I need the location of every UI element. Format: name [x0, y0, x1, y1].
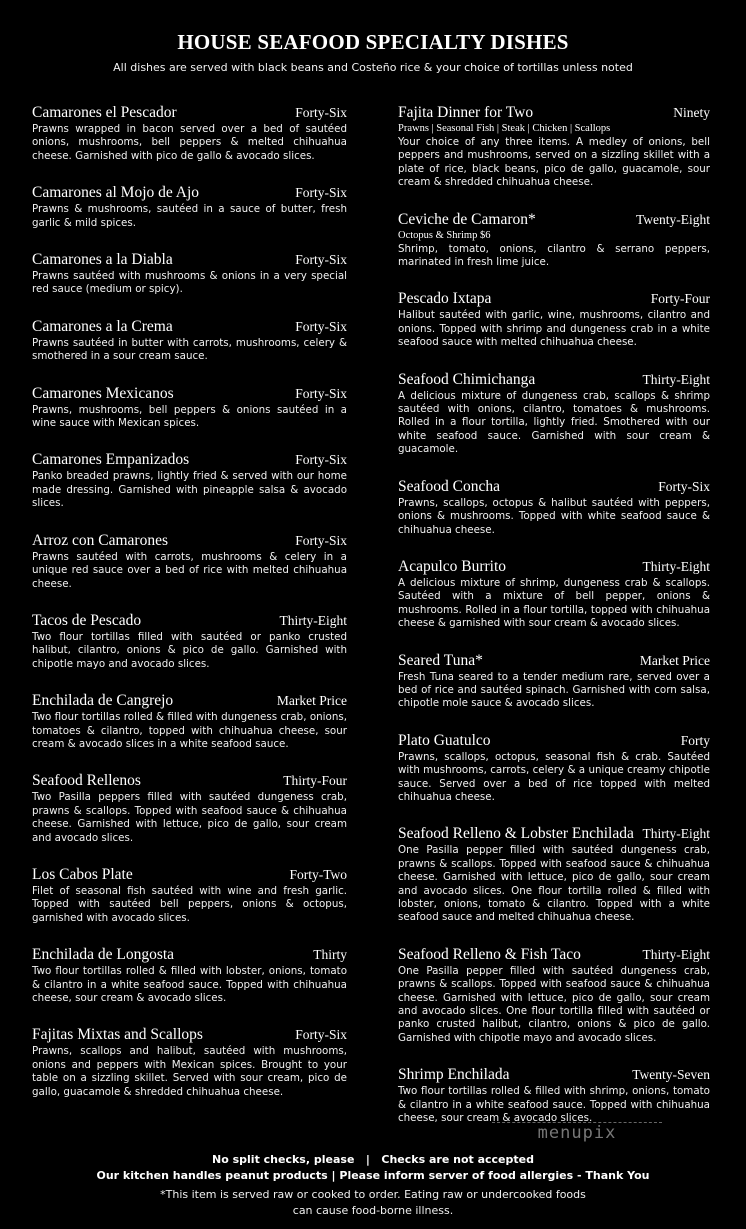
menu-item	[398, 652, 710, 711]
dish-name: Seafood Chimichanga	[398, 370, 536, 388]
dish-price: Forty-Six	[658, 478, 710, 494]
dish-description: Prawns sautéed in butter with carrots, mushrooms, celery & smothered in a sour cream sauce.	[32, 336, 347, 363]
menu-item	[398, 825, 710, 924]
dish-name: Arroz con Camarones	[32, 531, 169, 549]
dish-name: Seared Tuna*	[398, 651, 483, 669]
menu-item-header	[32, 946, 347, 964]
dish-name: Camarones Mexicanos	[32, 384, 174, 402]
menu-item	[398, 1066, 710, 1125]
dish-description: Halibut sautéed with garlic, wine, mushrooms, cilantro and onions. Topped with shrimp and dungeness crab in a white seafood sauce with melted chihuahua cheese.	[398, 309, 710, 349]
menu-item-header	[32, 451, 347, 469]
dish-price: Twenty-Seven	[632, 1067, 710, 1083]
menu-item	[398, 104, 710, 190]
menu-item	[32, 866, 347, 925]
allergy-notice: Our kitchen handles peanut products | Please inform server of food allergies - Thank You	[96, 1169, 650, 1182]
menu-item-header	[32, 104, 347, 122]
dish-price: Market Price	[276, 693, 347, 709]
dish-name: Camarones Empanizados	[32, 451, 190, 469]
dish-description: One Pasilla pepper filled with sautéed dungeness crab, prawns & scallops. Topped with seafood sauce & chihuahua cheese. Garnished with lettuce, pico de gallo, sour cream and avocado slices. One flour tortilla filled with sautéed or panko crusted halibut, cilantro, onions & pico de gallo. Garnished with chipotle mayo and avocado slices.	[398, 964, 710, 1044]
dish-price: Forty-Six	[295, 532, 347, 548]
menupix-watermark	[492, 1122, 662, 1143]
dish-price: Forty	[680, 732, 710, 748]
dish-price: Thirty	[313, 947, 347, 963]
dish-price: Forty-Four	[650, 291, 710, 307]
menu-header	[0, 30, 746, 74]
dish-price: Market Price	[639, 652, 710, 668]
dish-description: Two Pasilla peppers filled with sautéed dungeness crab, prawns & scallops. Topped with seafood sauce & chihuahua cheese. Garnished with lettuce, pico de gallo, sour cream and avocado slices.	[32, 791, 347, 844]
menu-item	[32, 772, 347, 845]
dish-name: Shrimp Enchilada	[398, 1066, 510, 1084]
dish-price: Ninety	[673, 105, 710, 120]
dish-price: Thirty-Eight	[642, 558, 710, 574]
dish-price: Thirty-Eight	[279, 612, 347, 628]
dish-description: Two flour tortillas rolled & filled with shrimp, onions, tomato & cilantro in a white seafood sauce. Topped with chihuahua cheese, sour cream & avocado slices.	[398, 1085, 710, 1125]
dish-name: Enchilada de Longosta	[32, 946, 175, 964]
dish-description: Prawns, scallops and halibut, sautéed with mushrooms, onions and peppers with Mexican spices. Brought to your table on a sizzling skillet. Served with sour cream, pico de gallo, guacamole & shredded chihuahua cheese.	[32, 1045, 347, 1098]
dish-price: Forty-Six	[295, 1027, 347, 1043]
dish-price: Forty-Six	[295, 185, 347, 201]
menu-item-header	[32, 1026, 347, 1044]
menu-item	[32, 451, 347, 510]
menu-item-header	[398, 211, 710, 229]
menu-item	[398, 732, 710, 805]
menu-item	[32, 104, 347, 163]
dish-description: Panko breaded prawns, lightly fried & served with our home made dressing. Garnished with pineapple salsa & avocado slices.	[32, 470, 347, 510]
menu-footer	[0, 1152, 746, 1219]
dish-name: Seafood Concha	[398, 477, 501, 495]
watermark-text: menupix	[537, 1123, 617, 1143]
menu-item-header	[398, 290, 710, 308]
dish-price: Thirty-Eight	[642, 946, 710, 962]
dish-name: Seafood Rellenos	[32, 772, 141, 790]
dish-price: Forty-Six	[295, 385, 347, 401]
right-dish-column	[398, 104, 710, 1146]
dish-price: Thirty-Eight	[642, 371, 710, 387]
dish-name: Los Cabos Plate	[32, 865, 133, 883]
menu-item-header	[398, 478, 710, 496]
dish-name: Camarones el Pescador	[32, 104, 177, 121]
dish-name: Enchilada de Cangrejo	[32, 692, 174, 710]
menu-item-header	[398, 946, 710, 964]
dish-description: A delicious mixture of shrimp, dungeness crab & scallops. Sautéed with a mixture of bell pepper, onions & mushrooms. Rolled in a flour tortilla, topped with chihuahua cheese & garnished with sour cream & avocado slices.	[398, 576, 710, 630]
raw-food-warning-line1: *This item is served raw or cooked to order. Eating raw or undercooked foods	[160, 1188, 586, 1201]
dish-price: Thirty-Four	[283, 773, 347, 789]
dish-description: Fresh Tuna seared to a tender medium rare, served over a bed of rice and sautéed spinach. Garnished with corn salsa, chipotle mole sauce & avocado slices.	[398, 670, 710, 710]
menu-item-header	[32, 251, 347, 269]
menu-item-header	[32, 385, 347, 403]
dish-name: Fajita Dinner for Two	[398, 104, 534, 121]
menu-title: HOUSE SEAFOOD SPECIALTY DISHES	[177, 30, 569, 54]
menu-item-header	[32, 318, 347, 336]
dish-name: Acapulco Burrito	[398, 557, 507, 575]
dish-name: Plato Guatulco	[398, 731, 491, 749]
menu-item-header	[398, 825, 710, 843]
dish-price: Thirty-Eight	[642, 826, 710, 842]
payment-policy: No split checks, please | Checks are not accepted	[212, 1153, 534, 1166]
menu-item	[398, 558, 710, 631]
menu-item-header	[398, 104, 710, 122]
menu-item	[32, 251, 347, 297]
dish-description: Prawns, scallops, octopus, seasonal fish & crab. Sautéed with mushrooms, carrots, celery & a unique creamy chipotle sauce. Served over a bed of rice topped with melted chihuahua cheese.	[398, 750, 710, 803]
menu-item-header	[398, 371, 710, 389]
dish-name: Pescado Ixtapa	[398, 290, 492, 308]
menu-item	[32, 385, 347, 431]
menu-item-header	[398, 732, 710, 750]
menu-item-header	[32, 184, 347, 202]
menu-item	[398, 371, 710, 457]
dish-description: A delicious mixture of dungeness crab, scallops & shrimp sautéed with onions, cilantro, tomatoes & mushrooms. Rolled in a flour tortilla, lightly fried. Smothered with our white seafood sauce. Garnished with sour cream & guacamole.	[398, 389, 710, 456]
dish-description: Shrimp, tomato, onions, cilantro & serrano peppers, marinated in fresh lime juice.	[398, 242, 710, 269]
dish-name: Seafood Relleno & Fish Taco	[398, 945, 581, 963]
raw-food-warning	[0, 1187, 746, 1219]
menu-item	[398, 290, 710, 349]
dish-description: Two flour tortillas filled with sautéed or panko crusted halibut, cilantro, onions & pico de gallo. Garnished with chipotle mayo and avocado slices.	[32, 630, 347, 670]
menu-item-header	[398, 652, 710, 670]
raw-food-warning-line2: can cause food-borne illness.	[292, 1204, 454, 1217]
dish-name: Camarones a la Crema	[32, 317, 173, 335]
menu-item-header	[32, 866, 347, 884]
dish-name: Seafood Relleno & Lobster Enchilada	[398, 825, 634, 843]
menu-item	[32, 612, 347, 671]
dish-price: Forty-Six	[295, 105, 347, 120]
dish-name: Tacos de Pescado	[32, 611, 142, 629]
dish-options: Prawns | Seasonal Fish | Steak | Chicken | Scallops	[398, 123, 611, 134]
dish-description: Prawns wrapped in bacon served over a bed of sautéed onions, mushrooms, bell peppers & melted chihuahua cheese. Garnished with pico de gallo & avocado slices.	[32, 123, 347, 162]
menu-item	[32, 692, 347, 751]
dish-description: Prawns & mushrooms, sautéed in a sauce of butter, fresh garlic & mild spices.	[32, 203, 347, 229]
menu-item	[32, 532, 347, 591]
dish-description: Prawns, scallops, octopus & halibut sautéed with peppers, onions & mushrooms. Topped with white seafood sauce & chihuahua cheese.	[398, 496, 710, 536]
menu-item-header	[32, 772, 347, 790]
menu-item-header	[32, 612, 347, 630]
menu-item	[398, 211, 710, 270]
dish-name: Fajitas Mixtas and Scallops	[32, 1026, 203, 1044]
menu-subtitle: All dishes are served with black beans and Costeño rice & your choice of tortillas unless noted	[113, 61, 633, 74]
dish-price: Forty-Six	[295, 252, 347, 268]
menu-item	[398, 946, 710, 1045]
dish-description: Your choice of any three items. A medley of onions, bell peppers and mushrooms, served on a sizzling skillet with a plate of rice, black beans, pico de gallo, guacamole, sour cream & shredded chihuahua cheese.	[398, 136, 710, 189]
dish-description: Prawns sautéed with mushrooms & onions in a very special red sauce (medium or spicy).	[32, 270, 347, 296]
menu-item	[32, 1026, 347, 1099]
menu-item-header	[398, 1066, 710, 1084]
menu-item	[32, 318, 347, 364]
menu-item-header	[32, 692, 347, 710]
dish-price: Forty-Two	[289, 866, 347, 882]
dish-price: Twenty-Eight	[635, 211, 710, 227]
menu-item-header	[32, 532, 347, 550]
dish-description: Filet of seasonal fish sautéed with wine and fresh garlic. Topped with sautéed bell peppers, onions & octopus, garnished with avocado slices.	[32, 884, 347, 924]
left-dish-column	[32, 104, 347, 1120]
menu-item	[32, 184, 347, 230]
dish-price: Forty-Six	[295, 318, 347, 334]
dish-name: Ceviche de Camaron*	[398, 210, 536, 228]
dish-description: Prawns sautéed with carrots, mushrooms & celery in a unique red sauce over a bed of rice with melted chihuahua cheese.	[32, 550, 347, 590]
dish-name: Camarones a la Diabla	[32, 251, 173, 269]
dish-description: Prawns, mushrooms, bell peppers & onions sautéed in a wine sauce with Mexican spices.	[32, 403, 347, 430]
dish-description: One Pasilla pepper filled with sautéed dungeness crab, prawns & scallops. Topped with seafood sauce & chihuahua cheese. Garnished with lettuce, pico de gallo, sour cream and avocado slices. One flour tortilla rolled & filled with lobster, onions, tomato & cilantro. Topped with a white seafood sauce and melted chihuahua cheese.	[398, 844, 710, 924]
dish-price: Forty-Six	[295, 452, 347, 468]
menu-item-header	[398, 558, 710, 576]
menu-item	[32, 946, 347, 1005]
dish-options: Octopus & Shrimp $6	[398, 229, 491, 241]
menu-item	[398, 478, 710, 537]
dish-name: Camarones al Mojo de Ajo	[32, 184, 200, 202]
dish-description: Two flour tortillas rolled & filled with dungeness crab, onions, tomatoes & cilantro, topped with chihuahua cheese, sour cream & avocado slices in a white seafood sauce.	[32, 711, 347, 750]
dish-description: Two flour tortillas rolled & filled with lobster, onions, tomato & cilantro in a white seafood sauce. Topped with chihuahua cheese, sour cream & avocado slices.	[32, 965, 347, 1004]
